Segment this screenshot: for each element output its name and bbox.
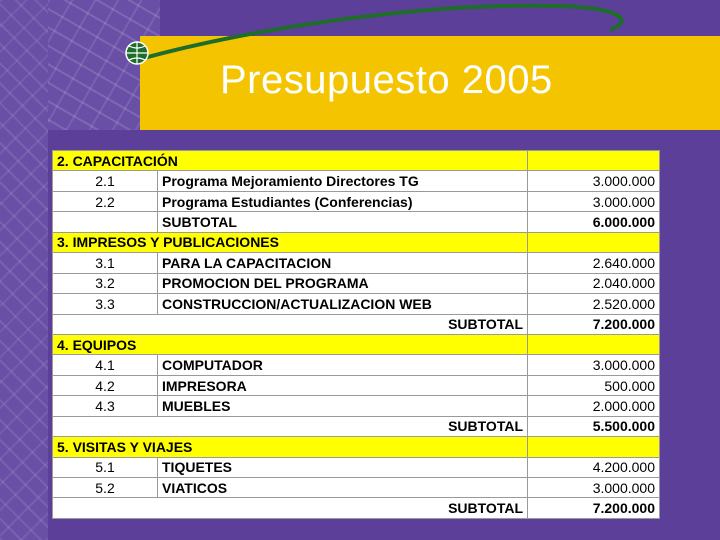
section-amount-cell — [528, 334, 660, 354]
subtotal-amount: 7.200.000 — [528, 498, 660, 518]
section-amount-cell — [528, 232, 660, 252]
subtotal-amount: 6.000.000 — [528, 212, 660, 232]
subtotal-label: SUBTOTAL — [53, 498, 528, 518]
section-amount-cell — [528, 151, 660, 171]
item-description: IMPRESORA — [158, 375, 528, 395]
item-amount: 3.000.000 — [528, 355, 660, 375]
item-amount: 3.000.000 — [528, 478, 660, 498]
table-row — [53, 253, 660, 273]
item-amount: 3.000.000 — [528, 171, 660, 191]
subtotal-label: SUBTOTAL — [53, 416, 528, 436]
subtotal-row — [53, 416, 660, 436]
table-row — [53, 171, 660, 191]
item-code: 5.1 — [53, 457, 158, 477]
table-row — [53, 355, 660, 375]
section-label: 5. VISITAS Y VIAJES — [53, 437, 528, 457]
item-description: Programa Mejoramiento Directores TG — [158, 171, 528, 191]
section-amount-cell — [528, 437, 660, 457]
section-label: 3. IMPRESOS Y PUBLICACIONES — [53, 232, 528, 252]
item-amount: 500.000 — [528, 375, 660, 395]
item-code: 2.2 — [53, 191, 158, 211]
subtotal-row — [53, 314, 660, 334]
table-row — [53, 396, 660, 416]
subtotal-spacer — [53, 212, 158, 232]
item-code: 2.1 — [53, 171, 158, 191]
item-description: MUEBLES — [158, 396, 528, 416]
subtotal-label: SUBTOTAL — [158, 212, 528, 232]
item-amount: 3.000.000 — [528, 191, 660, 211]
item-code: 3.3 — [53, 294, 158, 314]
table-row — [53, 294, 660, 314]
item-description: PARA LA CAPACITACION — [158, 253, 528, 273]
item-description: Programa Estudiantes (Conferencias) — [158, 191, 528, 211]
table-row — [53, 273, 660, 293]
table-row — [53, 191, 660, 211]
subtotal-amount: 5.500.000 — [528, 416, 660, 436]
item-description: COMPUTADOR — [158, 355, 528, 375]
section-header-row — [53, 151, 660, 171]
decorative-pattern-left — [0, 0, 48, 540]
globe-icon — [124, 40, 150, 66]
subtotal-row — [53, 212, 660, 232]
item-code: 5.2 — [53, 478, 158, 498]
item-code: 4.2 — [53, 375, 158, 395]
section-header-row — [53, 232, 660, 252]
subtotal-amount: 7.200.000 — [528, 314, 660, 334]
item-code: 3.1 — [53, 253, 158, 273]
table-row — [53, 375, 660, 395]
item-description: PROMOCION DEL PROGRAMA — [158, 273, 528, 293]
item-amount: 2.520.000 — [528, 294, 660, 314]
section-header-row — [53, 437, 660, 457]
table-row — [53, 457, 660, 477]
item-description: TIQUETES — [158, 457, 528, 477]
table-row — [53, 478, 660, 498]
item-amount: 2.640.000 — [528, 253, 660, 273]
item-code: 4.3 — [53, 396, 158, 416]
section-label: 2. CAPACITACIÓN — [53, 151, 528, 171]
item-amount: 2.040.000 — [528, 273, 660, 293]
subtotal-row — [53, 498, 660, 518]
section-label: 4. EQUIPOS — [53, 334, 528, 354]
page-title: Presupuesto 2005 — [220, 58, 553, 102]
item-code: 3.2 — [53, 273, 158, 293]
item-description: CONSTRUCCION/ACTUALIZACION WEB — [158, 294, 528, 314]
subtotal-label: SUBTOTAL — [53, 314, 528, 334]
item-description: VIATICOS — [158, 478, 528, 498]
budget-table — [52, 150, 660, 518]
item-code: 4.1 — [53, 355, 158, 375]
item-amount: 2.000.000 — [528, 396, 660, 416]
item-amount: 4.200.000 — [528, 457, 660, 477]
section-header-row — [53, 334, 660, 354]
